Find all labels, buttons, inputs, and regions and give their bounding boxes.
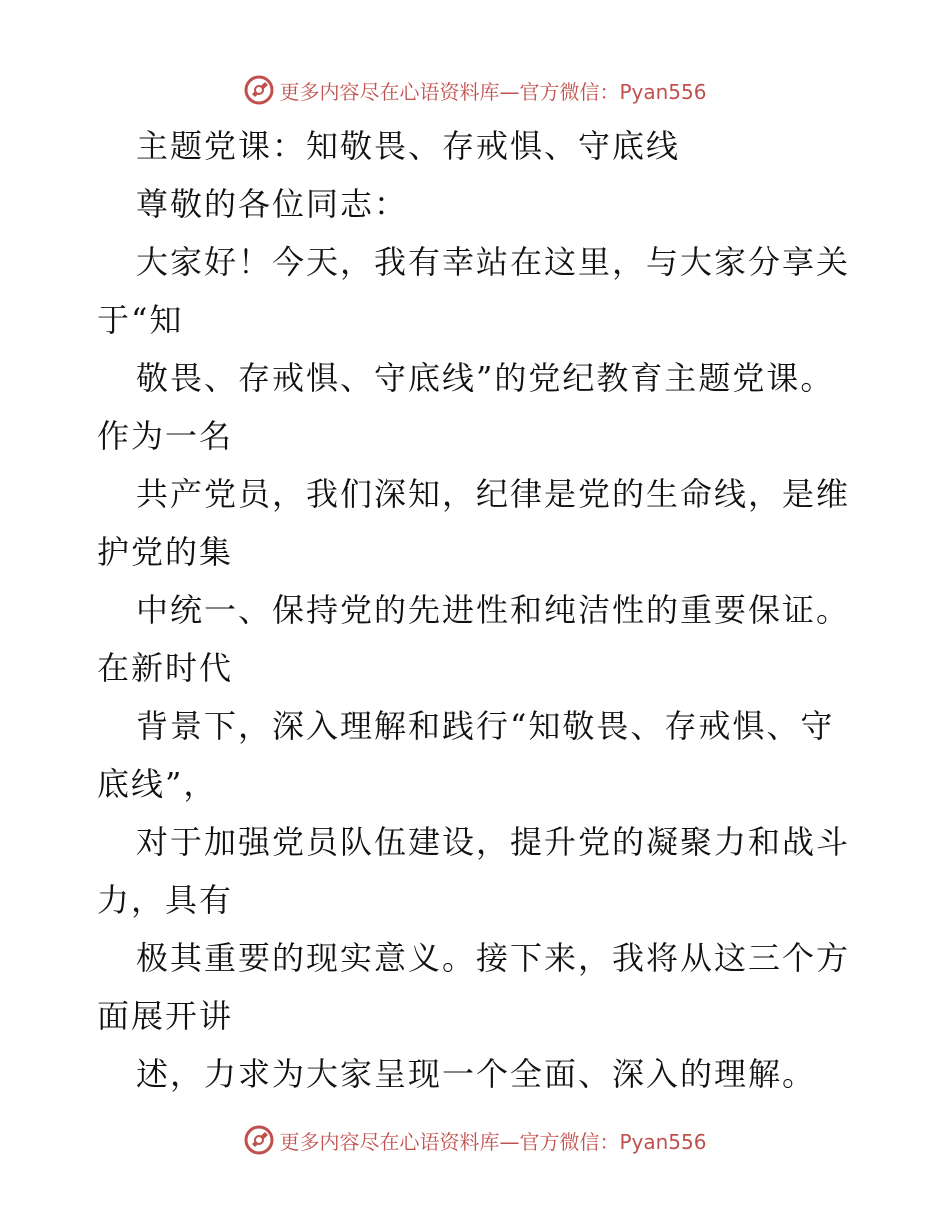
doc-line: 作为一名 [97, 417, 234, 455]
doc-line: 中统一、保持党的先进性和纯洁性的重要保证。 [136, 591, 851, 629]
footer-banner [0, 1120, 950, 1160]
doc-line: 极其重要的现实意义。接下来，我将从这三个方 [136, 939, 851, 977]
header-banner-text: 更多内容尽在心语资料库—官方微信：Pyan556 [279, 79, 707, 104]
header-banner [0, 70, 950, 110]
doc-line: 在新时代 [97, 649, 234, 687]
footer-banner-text: 更多内容尽在心语资料库—官方微信：Pyan556 [279, 1129, 707, 1154]
logo-icon [243, 74, 275, 106]
doc-title: 主题党课：知敬畏、存戒惧、守底线 [136, 127, 681, 165]
doc-line: 于“知 [97, 301, 184, 339]
doc-line: 背景下，深入理解和践行“知敬畏、存戒惧、守 [136, 707, 835, 745]
doc-line: 护党的集 [97, 533, 234, 571]
doc-line: 面展开讲 [97, 997, 234, 1035]
doc-salutation: 尊敬的各位同志： [136, 185, 409, 223]
doc-line: 力，具有 [97, 881, 234, 919]
logo-icon [243, 1124, 275, 1156]
doc-line: 敬畏、存戒惧、守底线”的党纪教育主题党课。 [136, 359, 835, 397]
doc-line: 大家好！今天，我有幸站在这里，与大家分享关 [136, 243, 851, 281]
doc-line: 述，力求为大家呈现一个全面、深入的理解。 [136, 1055, 817, 1093]
doc-line: 对于加强党员队伍建设，提升党的凝聚力和战斗 [136, 823, 851, 861]
doc-line: 底线”， [97, 765, 218, 803]
doc-line: 共产党员，我们深知，纪律是党的生命线，是维 [136, 475, 851, 513]
